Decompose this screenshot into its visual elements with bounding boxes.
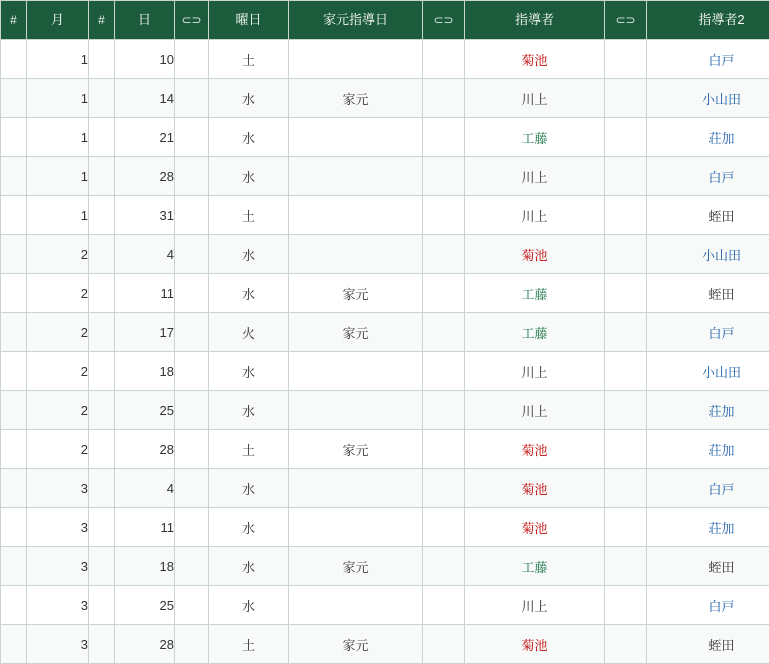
cell-instructor1: 川上 xyxy=(465,157,605,196)
cell-instructor1: 菊池 xyxy=(465,235,605,274)
cell-month: 1 xyxy=(27,157,89,196)
cell-link-2 xyxy=(423,313,465,352)
cell-link-1 xyxy=(175,79,209,118)
cell-link-3 xyxy=(605,508,647,547)
cell-link-1 xyxy=(175,508,209,547)
cell-link-2 xyxy=(423,157,465,196)
cell-link-2 xyxy=(423,235,465,274)
cell-instructor2: 荘加 xyxy=(647,391,769,430)
cell-instructor1: 工藤 xyxy=(465,313,605,352)
cell-day: 18 xyxy=(115,352,175,391)
row-hash-2-cell xyxy=(89,508,115,547)
row-hash-2-cell xyxy=(89,352,115,391)
cell-iemoto xyxy=(289,157,423,196)
cell-month: 1 xyxy=(27,40,89,79)
cell-day: 28 xyxy=(115,157,175,196)
cell-instructor2: 白戸 xyxy=(647,40,769,79)
cell-instructor2: 蛭田 xyxy=(647,274,769,313)
cell-link-2 xyxy=(423,586,465,625)
cell-day: 25 xyxy=(115,586,175,625)
link-icon[interactable] xyxy=(423,1,465,40)
cell-iemoto xyxy=(289,352,423,391)
cell-link-2 xyxy=(423,196,465,235)
row-hash-1-cell xyxy=(1,118,27,157)
cell-link-2 xyxy=(423,352,465,391)
cell-instructor1: 川上 xyxy=(465,196,605,235)
cell-link-3 xyxy=(605,313,647,352)
cell-instructor1: 菊池 xyxy=(465,625,605,664)
column-header-instructor2[interactable]: 指導者2 xyxy=(647,1,769,40)
cell-weekday: 水 xyxy=(209,508,289,547)
cell-instructor2: 小山田 xyxy=(647,352,769,391)
cell-weekday: 水 xyxy=(209,79,289,118)
cell-day: 28 xyxy=(115,625,175,664)
cell-month: 3 xyxy=(27,469,89,508)
cell-month: 1 xyxy=(27,118,89,157)
row-hash-1-cell xyxy=(1,40,27,79)
column-header-instructor1[interactable]: 指導者 xyxy=(465,1,605,40)
cell-link-3 xyxy=(605,391,647,430)
row-hash-1-cell xyxy=(1,79,27,118)
row-hash-1-cell xyxy=(1,547,27,586)
cell-link-1 xyxy=(175,430,209,469)
row-hash-2-cell xyxy=(89,235,115,274)
cell-link-1 xyxy=(175,40,209,79)
cell-instructor2: 白戸 xyxy=(647,157,769,196)
column-header-iemoto[interactable]: 家元指導日 xyxy=(289,1,423,40)
link-icon-glyph-3: ⊂⊃ xyxy=(615,13,636,27)
cell-weekday: 水 xyxy=(209,547,289,586)
row-hash-1-cell xyxy=(1,469,27,508)
row-hash-2-cell xyxy=(89,430,115,469)
cell-link-3 xyxy=(605,586,647,625)
cell-link-2 xyxy=(423,469,465,508)
cell-link-2 xyxy=(423,40,465,79)
cell-instructor2: 白戸 xyxy=(647,586,769,625)
row-hash-2-cell xyxy=(89,196,115,235)
cell-instructor1: 川上 xyxy=(465,79,605,118)
cell-day: 11 xyxy=(115,508,175,547)
column-header-day[interactable]: 日 xyxy=(115,1,175,40)
cell-instructor2: 小山田 xyxy=(647,235,769,274)
cell-link-1 xyxy=(175,313,209,352)
cell-iemoto xyxy=(289,235,423,274)
row-hash-1-cell xyxy=(1,274,27,313)
cell-iemoto xyxy=(289,196,423,235)
table-row[interactable] xyxy=(1,352,769,391)
cell-day: 11 xyxy=(115,274,175,313)
table-body xyxy=(1,40,769,664)
cell-month: 3 xyxy=(27,625,89,664)
cell-instructor2: 蛭田 xyxy=(647,625,769,664)
cell-month: 2 xyxy=(27,235,89,274)
cell-link-2 xyxy=(423,508,465,547)
row-hash-1-cell xyxy=(1,157,27,196)
table-row[interactable] xyxy=(1,586,769,625)
cell-weekday: 水 xyxy=(209,118,289,157)
table-row[interactable] xyxy=(1,196,769,235)
cell-instructor1: 菊池 xyxy=(465,40,605,79)
cell-link-1 xyxy=(175,118,209,157)
cell-month: 1 xyxy=(27,79,89,118)
cell-instructor1: 菊池 xyxy=(465,430,605,469)
row-hash-2-cell xyxy=(89,313,115,352)
cell-link-3 xyxy=(605,79,647,118)
cell-weekday: 水 xyxy=(209,157,289,196)
table-row[interactable] xyxy=(1,547,769,586)
row-hash-2-cell xyxy=(89,586,115,625)
cell-instructor1: 川上 xyxy=(465,391,605,430)
cell-iemoto: 家元 xyxy=(289,430,423,469)
row-hash-2-cell xyxy=(89,625,115,664)
cell-instructor2: 蛭田 xyxy=(647,547,769,586)
cell-link-2 xyxy=(423,79,465,118)
row-hash-2-cell xyxy=(89,40,115,79)
cell-instructor1: 菊池 xyxy=(465,508,605,547)
cell-iemoto: 家元 xyxy=(289,79,423,118)
table-header-row xyxy=(1,1,769,40)
cell-link-1 xyxy=(175,469,209,508)
cell-link-2 xyxy=(423,625,465,664)
cell-month: 2 xyxy=(27,313,89,352)
cell-day: 4 xyxy=(115,469,175,508)
cell-day: 31 xyxy=(115,196,175,235)
cell-iemoto: 家元 xyxy=(289,625,423,664)
cell-instructor2: 蛭田 xyxy=(647,196,769,235)
cell-day: 4 xyxy=(115,235,175,274)
row-hash-1-cell xyxy=(1,196,27,235)
column-header-month[interactable]: 月 xyxy=(27,1,89,40)
cell-link-3 xyxy=(605,157,647,196)
cell-link-2 xyxy=(423,391,465,430)
cell-month: 3 xyxy=(27,547,89,586)
cell-link-3 xyxy=(605,274,647,313)
row-hash-1-cell xyxy=(1,586,27,625)
cell-link-1 xyxy=(175,547,209,586)
cell-instructor2: 白戸 xyxy=(647,469,769,508)
table-row[interactable] xyxy=(1,391,769,430)
cell-iemoto: 家元 xyxy=(289,274,423,313)
cell-link-1 xyxy=(175,274,209,313)
table-row[interactable] xyxy=(1,235,769,274)
link-icon-glyph-1: ⊂⊃ xyxy=(181,13,202,27)
cell-link-1 xyxy=(175,157,209,196)
cell-link-2 xyxy=(423,118,465,157)
row-hash-2-cell xyxy=(89,274,115,313)
cell-instructor2: 小山田 xyxy=(647,79,769,118)
cell-day: 18 xyxy=(115,547,175,586)
row-hash-2-cell xyxy=(89,79,115,118)
row-hash-1-cell xyxy=(1,391,27,430)
cell-month: 2 xyxy=(27,352,89,391)
cell-instructor2: 荘加 xyxy=(647,508,769,547)
cell-link-2 xyxy=(423,547,465,586)
cell-instructor1: 工藤 xyxy=(465,547,605,586)
cell-link-3 xyxy=(605,235,647,274)
cell-instructor1: 菊池 xyxy=(465,469,605,508)
cell-weekday: 土 xyxy=(209,196,289,235)
column-header-weekday[interactable]: 曜日 xyxy=(209,1,289,40)
cell-link-3 xyxy=(605,40,647,79)
cell-link-2 xyxy=(423,430,465,469)
cell-instructor2: 荘加 xyxy=(647,118,769,157)
table-row[interactable] xyxy=(1,157,769,196)
cell-instructor1: 川上 xyxy=(465,352,605,391)
cell-link-3 xyxy=(605,196,647,235)
cell-month: 2 xyxy=(27,274,89,313)
cell-link-3 xyxy=(605,118,647,157)
link-icon-glyph-2: ⊂⊃ xyxy=(433,13,454,27)
table-row[interactable] xyxy=(1,469,769,508)
cell-weekday: 土 xyxy=(209,430,289,469)
table-row[interactable] xyxy=(1,40,769,79)
cell-iemoto xyxy=(289,118,423,157)
cell-instructor1: 工藤 xyxy=(465,274,605,313)
cell-iemoto xyxy=(289,469,423,508)
cell-month: 3 xyxy=(27,508,89,547)
cell-link-1 xyxy=(175,235,209,274)
table-row[interactable] xyxy=(1,508,769,547)
cell-link-1 xyxy=(175,352,209,391)
cell-weekday: 水 xyxy=(209,352,289,391)
cell-iemoto xyxy=(289,391,423,430)
cell-weekday: 土 xyxy=(209,40,289,79)
cell-day: 25 xyxy=(115,391,175,430)
row-hash-1-cell xyxy=(1,235,27,274)
row-hash-2-cell xyxy=(89,157,115,196)
cell-link-3 xyxy=(605,469,647,508)
row-hash-1-cell xyxy=(1,352,27,391)
table-row[interactable] xyxy=(1,79,769,118)
cell-instructor2: 荘加 xyxy=(647,430,769,469)
row-hash-1-cell xyxy=(1,430,27,469)
row-hash-2-cell xyxy=(89,469,115,508)
row-hash-1-cell xyxy=(1,508,27,547)
cell-day: 10 xyxy=(115,40,175,79)
column-header-hash-1[interactable]: # xyxy=(1,1,27,40)
cell-weekday: 水 xyxy=(209,586,289,625)
link-icon[interactable] xyxy=(175,1,209,40)
cell-instructor1: 川上 xyxy=(465,586,605,625)
cell-iemoto xyxy=(289,586,423,625)
cell-iemoto: 家元 xyxy=(289,547,423,586)
cell-link-3 xyxy=(605,352,647,391)
cell-day: 28 xyxy=(115,430,175,469)
cell-instructor2: 白戸 xyxy=(647,313,769,352)
cell-instructor1: 工藤 xyxy=(465,118,605,157)
column-header-hash-2[interactable]: # xyxy=(89,1,115,40)
cell-link-1 xyxy=(175,586,209,625)
table-row[interactable] xyxy=(1,430,769,469)
cell-link-3 xyxy=(605,430,647,469)
cell-link-1 xyxy=(175,196,209,235)
cell-iemoto xyxy=(289,40,423,79)
table-row[interactable] xyxy=(1,625,769,664)
cell-link-2 xyxy=(423,274,465,313)
row-hash-2-cell xyxy=(89,118,115,157)
cell-month: 2 xyxy=(27,391,89,430)
cell-weekday: 水 xyxy=(209,469,289,508)
cell-day: 21 xyxy=(115,118,175,157)
cell-link-1 xyxy=(175,625,209,664)
cell-weekday: 水 xyxy=(209,391,289,430)
cell-month: 2 xyxy=(27,430,89,469)
cell-day: 14 xyxy=(115,79,175,118)
cell-month: 1 xyxy=(27,196,89,235)
cell-iemoto: 家元 xyxy=(289,313,423,352)
cell-weekday: 火 xyxy=(209,313,289,352)
cell-weekday: 土 xyxy=(209,625,289,664)
cell-link-3 xyxy=(605,547,647,586)
link-icon[interactable] xyxy=(605,1,647,40)
row-hash-1-cell xyxy=(1,313,27,352)
row-hash-1-cell xyxy=(1,625,27,664)
cell-day: 17 xyxy=(115,313,175,352)
cell-link-3 xyxy=(605,625,647,664)
table-row[interactable] xyxy=(1,118,769,157)
row-hash-2-cell xyxy=(89,391,115,430)
table-row[interactable] xyxy=(1,313,769,352)
cell-link-1 xyxy=(175,391,209,430)
table-header xyxy=(1,1,769,40)
table-row[interactable] xyxy=(1,274,769,313)
cell-iemoto xyxy=(289,508,423,547)
cell-month: 3 xyxy=(27,586,89,625)
cell-weekday: 水 xyxy=(209,235,289,274)
row-hash-2-cell xyxy=(89,547,115,586)
cell-weekday: 水 xyxy=(209,274,289,313)
